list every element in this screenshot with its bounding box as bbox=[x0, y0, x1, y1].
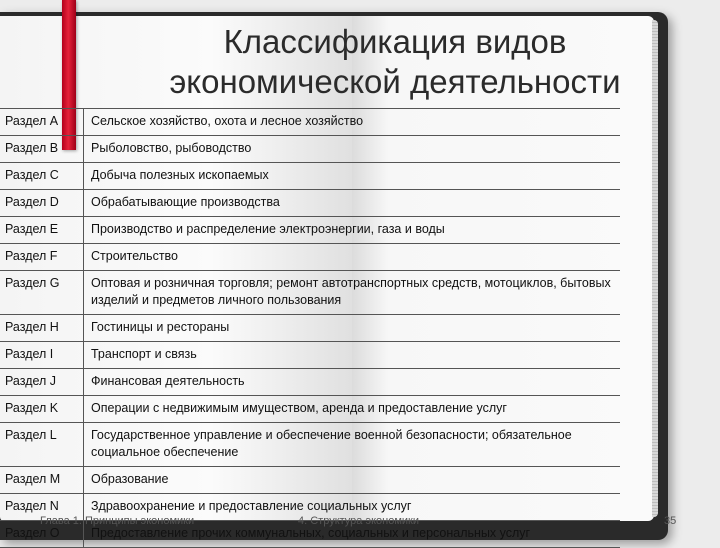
section-code: Раздел D bbox=[0, 190, 84, 217]
section-code: Раздел B bbox=[0, 136, 84, 163]
table-row bbox=[0, 271, 620, 315]
section-name: Гостиницы и рестораны bbox=[84, 315, 621, 342]
section-name: Операции с недвижимым имуществом, аренда и предоставление услуг bbox=[84, 396, 621, 423]
section-name: Образование bbox=[84, 467, 621, 494]
section-code: Раздел G bbox=[0, 271, 84, 315]
section-name: Здравоохранение и предоставление социальных услуг bbox=[84, 494, 621, 521]
table-row bbox=[0, 190, 620, 217]
table-row bbox=[0, 136, 620, 163]
slide-title-line2: экономической деятельности bbox=[169, 63, 621, 100]
section-code: Раздел F bbox=[0, 244, 84, 271]
table-row bbox=[0, 369, 620, 396]
section-name: Сельское хозяйство, охота и лесное хозяйство bbox=[84, 109, 621, 136]
table-row bbox=[0, 109, 620, 136]
section-name: Оптовая и розничная торговля; ремонт автотранспортных средств, мотоциклов, бытовых изделий и предметов личного пользования bbox=[84, 271, 621, 315]
section-name: Рыболовство, рыбоводство bbox=[84, 136, 621, 163]
footer-chapter: Глава 1. Принципы экономики bbox=[40, 515, 195, 527]
section-name: Предоставление прочих коммунальных, социальных и персональных услуг bbox=[84, 521, 621, 548]
table-row bbox=[0, 163, 620, 190]
table-row bbox=[0, 342, 620, 369]
section-name: Государственное управление и обеспечение военной безопасности; обязательное социальное обеспечение bbox=[84, 423, 621, 467]
footer-page-number: 35 bbox=[664, 515, 677, 527]
section-code: Раздел M bbox=[0, 467, 84, 494]
section-code: Раздел O bbox=[0, 521, 84, 548]
section-name: Добыча полезных ископаемых bbox=[84, 163, 621, 190]
section-code: Раздел E bbox=[0, 217, 84, 244]
table-row bbox=[0, 396, 620, 423]
section-name: Финансовая деятельность bbox=[84, 369, 621, 396]
classification-table bbox=[0, 108, 620, 548]
section-code: Раздел J bbox=[0, 369, 84, 396]
section-code: Раздел N bbox=[0, 494, 84, 521]
section-name: Транспорт и связь bbox=[84, 342, 621, 369]
section-code: Раздел L bbox=[0, 423, 84, 467]
table-row bbox=[0, 217, 620, 244]
slide-footer bbox=[0, 513, 720, 533]
slide-title-line1: Классификация видов bbox=[223, 23, 567, 60]
section-code: Раздел A bbox=[0, 109, 84, 136]
section-code: Раздел H bbox=[0, 315, 84, 342]
section-code: Раздел I bbox=[0, 342, 84, 369]
footer-topic: 4. Структура экономики bbox=[298, 515, 419, 527]
table-row bbox=[0, 315, 620, 342]
slide-title bbox=[110, 22, 680, 102]
section-name: Обрабатывающие производства bbox=[84, 190, 621, 217]
table-row bbox=[0, 467, 620, 494]
section-name: Строительство bbox=[84, 244, 621, 271]
table-row bbox=[0, 244, 620, 271]
section-name: Производство и распределение электроэнергии, газа и воды bbox=[84, 217, 621, 244]
section-code: Раздел K bbox=[0, 396, 84, 423]
section-code: Раздел C bbox=[0, 163, 84, 190]
table-row bbox=[0, 423, 620, 467]
